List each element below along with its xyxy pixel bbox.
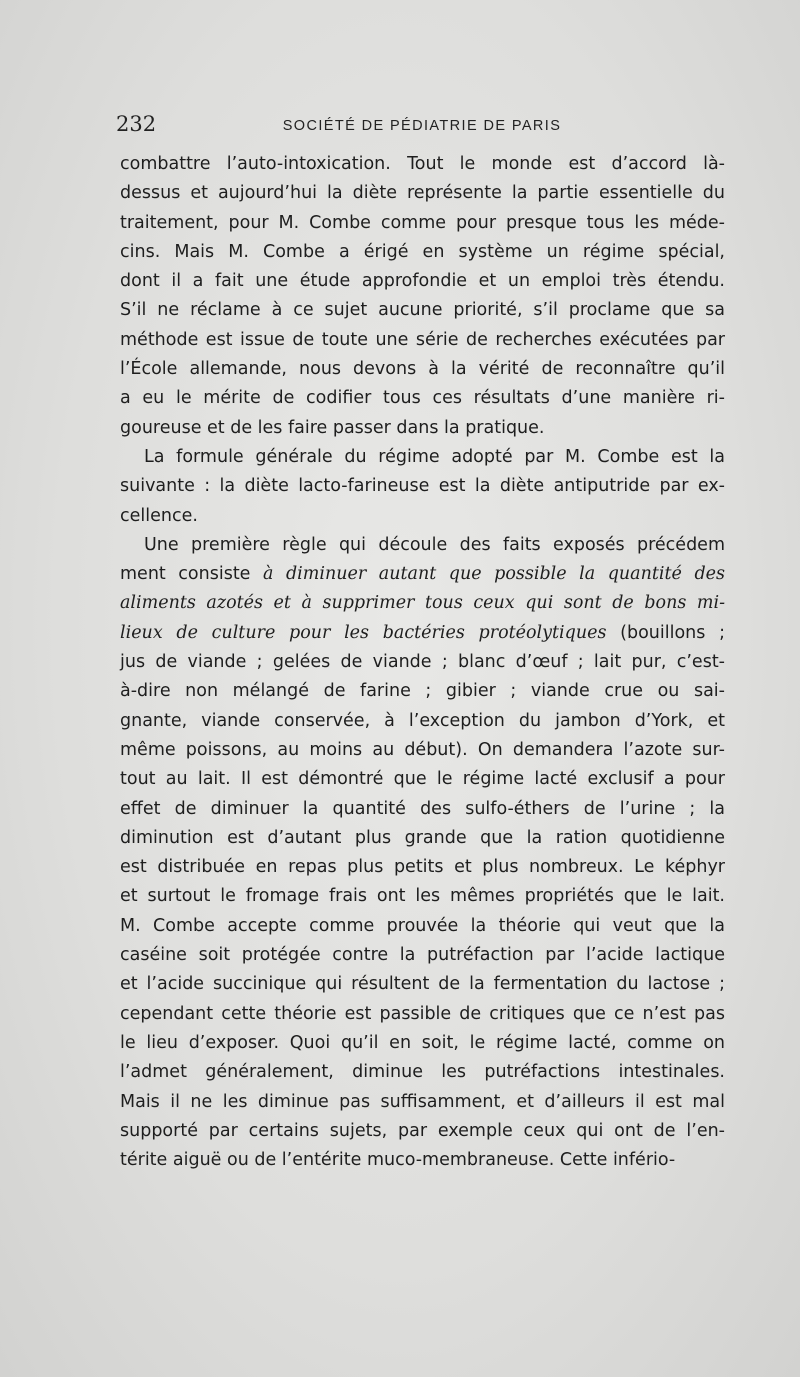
- text-span: l’École allemande, nous devons à la vérité de reconnaître qu’il: [120, 359, 725, 380]
- italic-text: aliments azotés et à supprimer tous ceux qui sont de bons mi-: [120, 593, 725, 614]
- text-span: traitement, pour M. Combe comme pour presque tous les méde-: [120, 212, 725, 233]
- running-head: SOCIÉTÉ DE PÉDIATRIE DE PARIS: [282, 118, 562, 134]
- text-span: est distribuée en repas plus petits et plus nombreux. Le képhyr: [120, 857, 725, 878]
- text-span: tout au lait. Il est démontré que le régime lacté exclusif a pour: [120, 769, 725, 790]
- text-line: [120, 1146, 725, 1175]
- italic-text: à diminuer autant que possible la quantité des: [263, 564, 725, 585]
- text-line: [120, 267, 725, 296]
- text-span: effet de diminuer la quantité des sulfo-éthers de l’urine ; la: [120, 798, 725, 819]
- text-span: supporté par certains sujets, par exemple ceux qui ont de l’en-: [120, 1120, 725, 1141]
- text-span: S’il ne réclame à ce sujet aucune priorité, s’il proclame que sa: [120, 300, 725, 321]
- text-line: [120, 502, 725, 531]
- text-span: jus de viande ; gelées de viande ; blanc d’œuf ; lait pur, c’est-: [120, 652, 725, 673]
- text-span: Une première règle qui découle des faits exposés précédem: [144, 534, 725, 555]
- text-span: à-dire non mélangé de farine ; gibier ; viande crue ou sai-: [120, 681, 725, 702]
- page-number: 232: [116, 112, 157, 136]
- text-line: [120, 443, 725, 472]
- text-line: [120, 912, 725, 941]
- text-line: [120, 765, 725, 794]
- text-span: combattre l’auto-intoxication. Tout le monde est d’accord là-: [120, 154, 725, 174]
- text-span: La formule générale du régime adopté par M. Combe est la: [144, 446, 725, 467]
- text-line: [120, 589, 725, 618]
- text-line: [120, 853, 725, 882]
- text-line: [120, 941, 725, 970]
- text-line: [120, 736, 725, 765]
- text-span: gnante, viande conservée, à l’exception du jambon d’York, et: [120, 710, 725, 731]
- text-line: [120, 531, 725, 560]
- text-span: M. Combe accepte comme prouvée la théorie qui veut que la: [120, 915, 725, 936]
- text-span: Mais il ne les diminue pas suffisamment, et d’ailleurs il est mal: [120, 1091, 725, 1112]
- body-text: [120, 150, 725, 1175]
- text-line: [120, 179, 725, 208]
- text-line: [120, 970, 725, 999]
- text-line: [120, 1029, 725, 1058]
- text-span: suivante : la diète lacto-farineuse est la diète antiputride par ex-: [120, 476, 725, 497]
- text-line: [120, 296, 725, 325]
- text-line: [120, 238, 725, 267]
- text-span: l’admet généralement, diminue les putréfactions intestinales.: [120, 1062, 725, 1083]
- text-span: dont il a fait une étude approfondie et un emploi très étendu.: [120, 271, 725, 292]
- text-line: [120, 1058, 725, 1087]
- text-line: [120, 795, 725, 824]
- text-line: [120, 707, 725, 736]
- text-line: [120, 472, 725, 501]
- text-line: [120, 384, 725, 413]
- text-line: [120, 326, 725, 355]
- text-span: cins. Mais M. Combe a érigé en système un régime spécial,: [120, 241, 725, 262]
- text-span: (bouillons ;: [606, 622, 725, 643]
- text-span: et surtout le fromage frais ont les mêmes propriétés que le lait.: [120, 886, 725, 907]
- text-span: cellence.: [120, 505, 198, 526]
- text-line: [120, 1117, 725, 1146]
- text-line: [120, 355, 725, 384]
- text-span: ment consiste: [120, 564, 263, 585]
- text-span: le lieu d’exposer. Quoi qu’il en soit, le régime lacté, comme on: [120, 1032, 725, 1053]
- text-span: et l’acide succinique qui résultent de la fermentation du lactose ;: [120, 974, 725, 995]
- text-line: [120, 1088, 725, 1117]
- page-header: [116, 112, 728, 142]
- text-span: goureuse et de les faire passer dans la pratique.: [120, 417, 545, 438]
- text-span: cependant cette théorie est passible de critiques que ce n’est pas: [120, 1003, 725, 1024]
- text-line: [120, 560, 725, 589]
- text-span: même poissons, au moins au début). On demandera l’azote sur-: [120, 739, 725, 760]
- text-line: [120, 414, 725, 443]
- text-line: [120, 209, 725, 238]
- text-line: [120, 882, 725, 911]
- text-line: [120, 648, 725, 677]
- text-line: [120, 1000, 725, 1029]
- text-span: méthode est issue de toute une série de recherches exécutées par: [120, 329, 725, 350]
- text-span: caséine soit protégée contre la putréfaction par l’acide lactique: [120, 945, 725, 966]
- text-span: a eu le mérite de codifier tous ces résultats d’une manière ri-: [120, 388, 725, 409]
- text-line: [120, 150, 725, 179]
- text-line: [120, 619, 725, 648]
- italic-text: lieux de culture pour les bactéries protéolytiques: [120, 622, 607, 643]
- text-span: térite aiguë ou de l’entérite muco-membraneuse. Cette infério-: [120, 1150, 676, 1171]
- text-span: dessus et aujourd’hui la diète représente la partie essentielle du: [120, 183, 725, 204]
- text-line: [120, 677, 725, 706]
- text-line: [120, 824, 725, 853]
- text-span: diminution est d’autant plus grande que la ration quotidienne: [120, 827, 725, 848]
